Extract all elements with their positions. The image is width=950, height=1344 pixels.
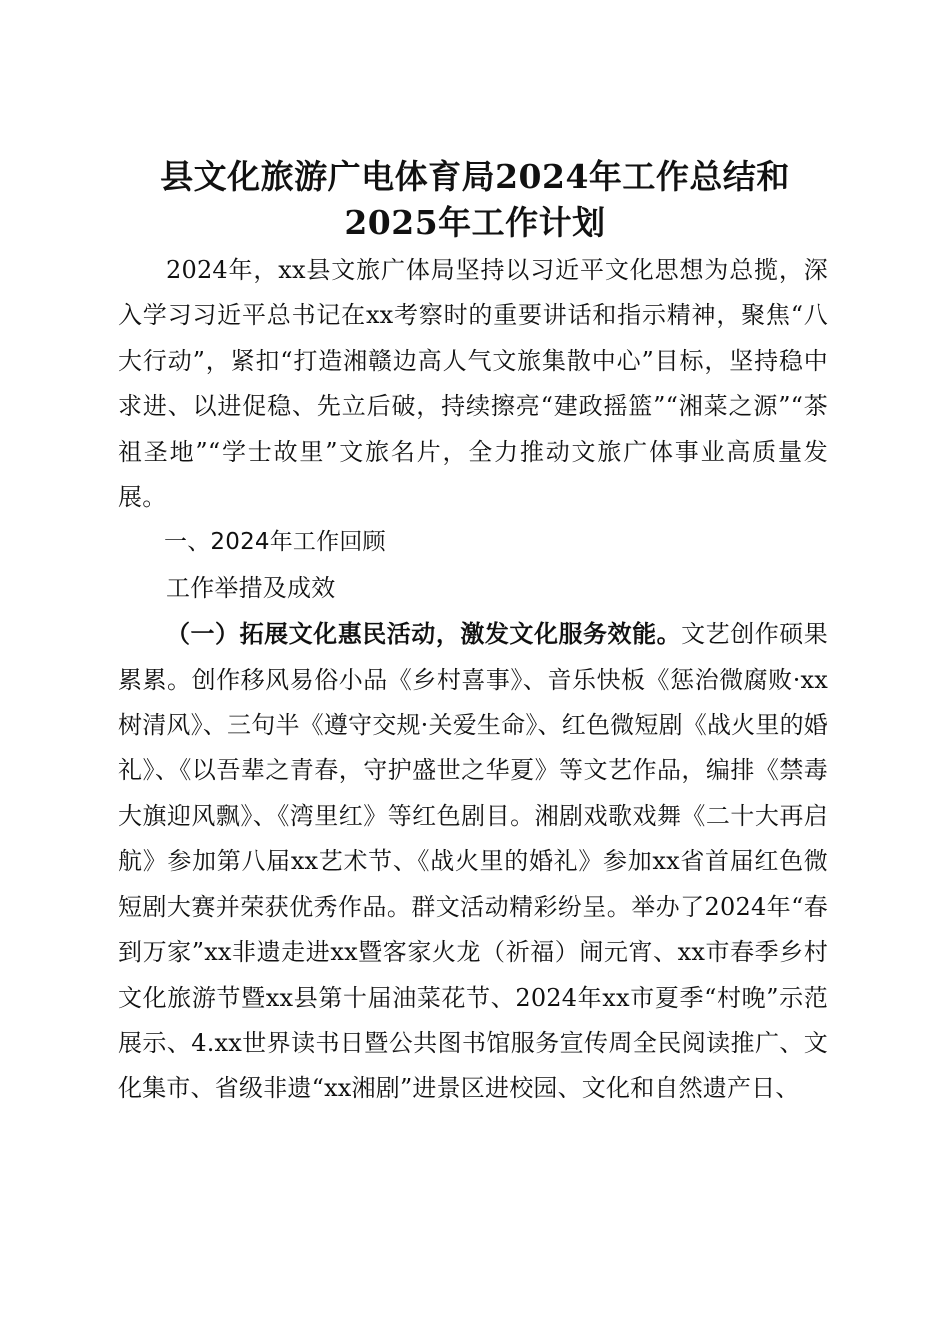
item-lead: （一）拓展文化惠民活动，激发文化服务效能。	[166, 619, 682, 649]
document-body	[118, 248, 828, 1112]
subsection-heading: 工作举措及成效	[166, 573, 336, 602]
document-title	[100, 154, 850, 246]
title-line-1: 县文化旅游广电体育局2024年工作总结和	[160, 157, 790, 197]
item-paragraph	[118, 611, 828, 1111]
item-text: 文艺创作硕果累累。创作移风易俗小品《乡村喜事》、音乐快板《惩治微腐败·xx树清风》、三句半《遵守交规·关爱生命》、红色微短剧《战火里的婚礼》、《以吾辈之青春，守护盛世之华夏》等文艺作品，编排《禁毒大旗迎风飘》、《湾里红》等红色剧目。湘剧戏歌戏舞《二十大再启航》参加第八届xx艺术节、《战火里的婚礼》参加xx省首届红色微短剧大赛并荣获优秀作品。群文活动精彩纷呈。举办了2024年“春到万家”xx非遗走进xx暨客家火龙（祈福）闹元宵、xx市春季乡村文化旅游节暨xx县第十届油菜花节、2024年xx市夏季“村晚”示范展示、4.xx世界读书日暨公共图书馆服务宣传周全民阅读推广、文化集市、省级非遗“xx湘剧”进景区进校园、文化和自然遗产日、	[118, 620, 828, 1103]
title-line-2: 2025年工作计划	[344, 203, 606, 243]
intro-paragraph: 2024年，xx县文旅广体局坚持以习近平文化思想为总揽，深入学习习近平总书记在xx考察时的重要讲话和指示精神，聚焦“八大行动”，紧扣“打造湘赣边高人气文旅集散中心”目标，坚持稳中求进、以进促稳、先立后破，持续擦亮“建政摇篮”“湘菜之源”“茶祖圣地”“学士故里”文旅名片，全力推动文旅广体事业高质量发展。	[118, 256, 828, 512]
section-heading: 一、2024年工作回顾	[164, 529, 386, 556]
